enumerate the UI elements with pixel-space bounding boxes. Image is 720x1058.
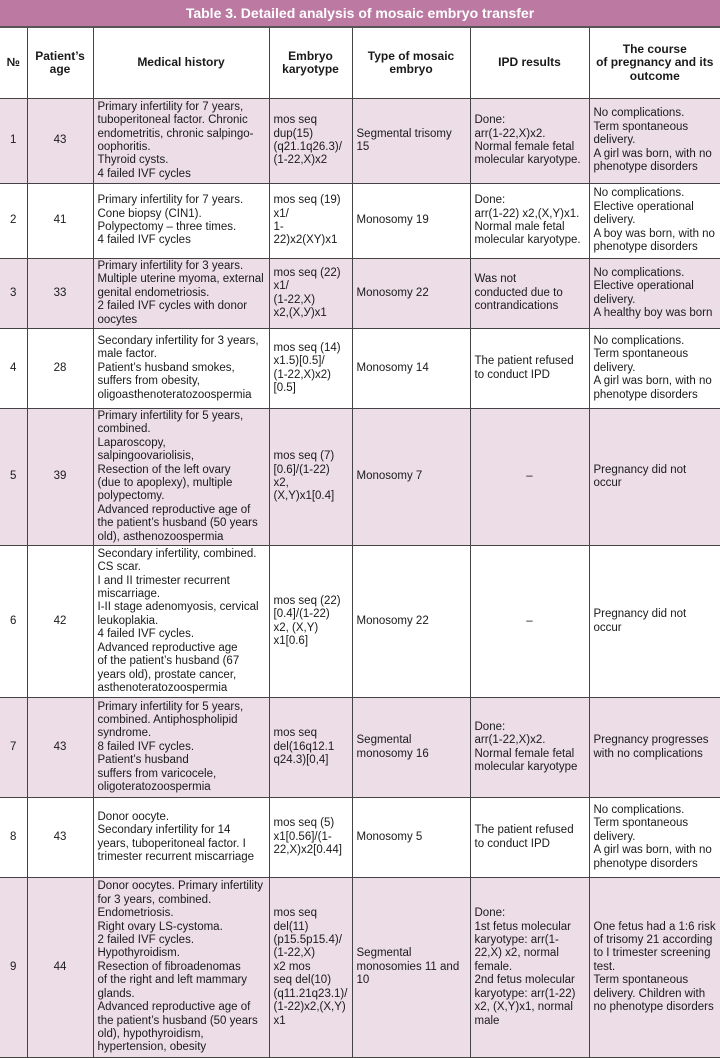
mosaic-type: Monosomy 22: [352, 546, 470, 698]
table-row: [0, 546, 720, 698]
col-header-number: №: [0, 28, 27, 99]
row-number: 3: [0, 259, 27, 329]
ipd-results: Done: arr(1-22) x2,(X,Y)x1. Normal male fetal molecular karyotype.: [470, 184, 589, 259]
patient-age: 39: [27, 409, 93, 546]
embryo-karyotype: mos seq del(16q12.1 q24.3)[0,4]: [269, 698, 352, 798]
embryo-karyotype: mos seq del(11) (p15.5p15.4)/ (1-22,X) x2 mos seq del(10) (q11.21q23.1)/ (1-22)x2,(X,Y) x1: [269, 878, 352, 1058]
mosaic-embryo-table: [0, 28, 720, 1058]
patient-age: 41: [27, 184, 93, 259]
mosaic-type: Monosomy 14: [352, 329, 470, 409]
ipd-results: –: [470, 409, 589, 546]
col-header-mosaic-type: Type of mosaic embryo: [352, 28, 470, 99]
row-number: 2: [0, 184, 27, 259]
medical-history: Primary infertility for 7 years. Cone biopsy (CIN1). Polypectomy – three times. 4 failed IVF cycles: [93, 184, 269, 259]
patient-age: 43: [27, 99, 93, 184]
mosaic-type: Monosomy 7: [352, 409, 470, 546]
medical-history: Primary infertility for 5 years, combined. Laparoscopy, salpingoovariolisis, Resection of the left ovary (due to apoplexy), multiple polypectomy. Advanced reproductive age of the patient’s husband (50 years old), asthenozoospermia: [93, 409, 269, 546]
medical-history: Donor oocyte. Secondary infertility for 14 years, tuboperitoneal factor. I trimester recurrent miscarriage: [93, 798, 269, 878]
col-header-embryo-karyotype: Embryo karyotype: [269, 28, 352, 99]
medical-history: Primary infertility for 5 years, combined. Antiphospholipid syndrome. 8 failed IVF cycles. Patient’s husband suffers from varicocele, oligoteratozoospermia: [93, 698, 269, 798]
ipd-results: Was not conducted due to contrandications: [470, 259, 589, 329]
patient-age: 43: [27, 798, 93, 878]
mosaic-type: Segmental trisomy 15: [352, 99, 470, 184]
row-number: 1: [0, 99, 27, 184]
pregnancy-outcome: Pregnancy did not occur: [589, 409, 720, 546]
ipd-results: The patient refused to conduct IPD: [470, 329, 589, 409]
ipd-results: Done: arr(1-22,X)x2. Normal female fetal molecular karyotype: [470, 698, 589, 798]
embryo-karyotype: mos seq (22) x1/ (1-22,X) x2,(X,У)x1: [269, 259, 352, 329]
row-number: 8: [0, 798, 27, 878]
col-header-ipd-results: IPD results: [470, 28, 589, 99]
col-header-medical-history: Medical history: [93, 28, 269, 99]
table-row: [0, 99, 720, 184]
col-header-outcome: The course of pregnancy and its outcome: [589, 28, 720, 99]
mosaic-type: Monosomy 19: [352, 184, 470, 259]
table-row: [0, 798, 720, 878]
table-row: [0, 184, 720, 259]
table-row: [0, 878, 720, 1058]
patient-age: 43: [27, 698, 93, 798]
embryo-karyotype: mos seq dup(15) (q21.1q26.3)/ (1-22,X)x2: [269, 99, 352, 184]
table-title: Table 3. Detailed analysis of mosaic embryo transfer: [0, 0, 720, 28]
ipd-results: –: [470, 546, 589, 698]
ipd-results: The patient refused to conduct IPD: [470, 798, 589, 878]
pregnancy-outcome: No complications. Elective operational delivery. A healthy boy was born: [589, 259, 720, 329]
mosaic-type: Monosomy 5: [352, 798, 470, 878]
mosaic-type: Monosomy 22: [352, 259, 470, 329]
embryo-karyotype: mos seq (14) x1.5)[0.5]/ (1-22,X)x2) [0.5]: [269, 329, 352, 409]
table-row: [0, 409, 720, 546]
col-header-age: Patient’s age: [27, 28, 93, 99]
embryo-karyotype: mos seq (5) x1[0.56]/(1- 22,X)x2[0.44]: [269, 798, 352, 878]
ipd-results: Done: arr(1-22,X)x2. Normal female fetal molecular karyotype.: [470, 99, 589, 184]
embryo-karyotype: mos seq (7) [0.6]/(1-22) x2,(X,Y)x1[0.4]: [269, 409, 352, 546]
pregnancy-outcome: No complications. Elective operational delivery. A boy was born, with no phenotype disorders: [589, 184, 720, 259]
row-number: 7: [0, 698, 27, 798]
pregnancy-outcome: No complications. Term spontaneous delivery. A girl was born, with no phenotype disorders: [589, 99, 720, 184]
mosaic-type: Segmental monosomy 16: [352, 698, 470, 798]
embryo-karyotype: mos seq (22) [0.4]/(1-22) x2, (X,Y) x1[0.6]: [269, 546, 352, 698]
mosaic-type: Segmental monosomies 11 and 10: [352, 878, 470, 1058]
medical-history: Donor oocytes. Primary infertility for 3 years, combined. Endometriosis. Right ovary LS-cystoma. 2 failed IVF cycles. Hypothyroidism. Resection of fibroadenomas of the right and left mammary glands. Advanced reproductive age of the patient’s husband (50 years old), hypothyroidism, hypertension, obesity: [93, 878, 269, 1058]
patient-age: 28: [27, 329, 93, 409]
patient-age: 42: [27, 546, 93, 698]
pregnancy-outcome: Pregnancy progresses with no complications: [589, 698, 720, 798]
patient-age: 33: [27, 259, 93, 329]
pregnancy-outcome: Pregnancy did not occur: [589, 546, 720, 698]
header-row: [0, 28, 720, 99]
row-number: 9: [0, 878, 27, 1058]
row-number: 4: [0, 329, 27, 409]
pregnancy-outcome: One fetus had a 1:6 risk of trisomy 21 according to I trimester screening test. Term spontaneous delivery. Children with no phenotype disorders: [589, 878, 720, 1058]
table-row: [0, 259, 720, 329]
row-number: 5: [0, 409, 27, 546]
patient-age: 44: [27, 878, 93, 1058]
medical-history: Secondary infertility for 3 years, male factor. Patient’s husband smokes, suffers from obesity, oligoasthenoteratozoospermia: [93, 329, 269, 409]
pregnancy-outcome: No complications. Term spontaneous delivery. A girl was born, with no phenotype disorders: [589, 329, 720, 409]
pregnancy-outcome: No complications. Term spontaneous delivery. A girl was born, with no phenotype disorders: [589, 798, 720, 878]
medical-history: Primary infertility for 3 years. Multiple uterine myoma, external genital endometriosis. 2 failed IVF cycles with donor oocytes: [93, 259, 269, 329]
table-row: [0, 329, 720, 409]
table-row: [0, 698, 720, 798]
medical-history: Primary infertility for 7 years, tuboperitoneal factor. Chronic endometritis, chronic salpingo-oophoritis. Thyroid cysts. 4 failed IVF cycles: [93, 99, 269, 184]
ipd-results: Done: 1st fetus molecular karyotype: arr(1-22,X) x2, normal female. 2nd fetus molecular karyotype: arr(1-22) x2, (X,Y)x1, normal male: [470, 878, 589, 1058]
medical-history: Secondary infertility, combined. CS scar. I and II trimester recurrent miscarriage. I-II stage adenomyosis, cervical leukoplakia. 4 failed IVF cycles. Advanced reproductive age of the patient’s husband (67 years old), prostate cancer, asthenoteratozoospermia: [93, 546, 269, 698]
row-number: 6: [0, 546, 27, 698]
embryo-karyotype: mos seq (19) x1/ 1-22)x2(XY)x1: [269, 184, 352, 259]
